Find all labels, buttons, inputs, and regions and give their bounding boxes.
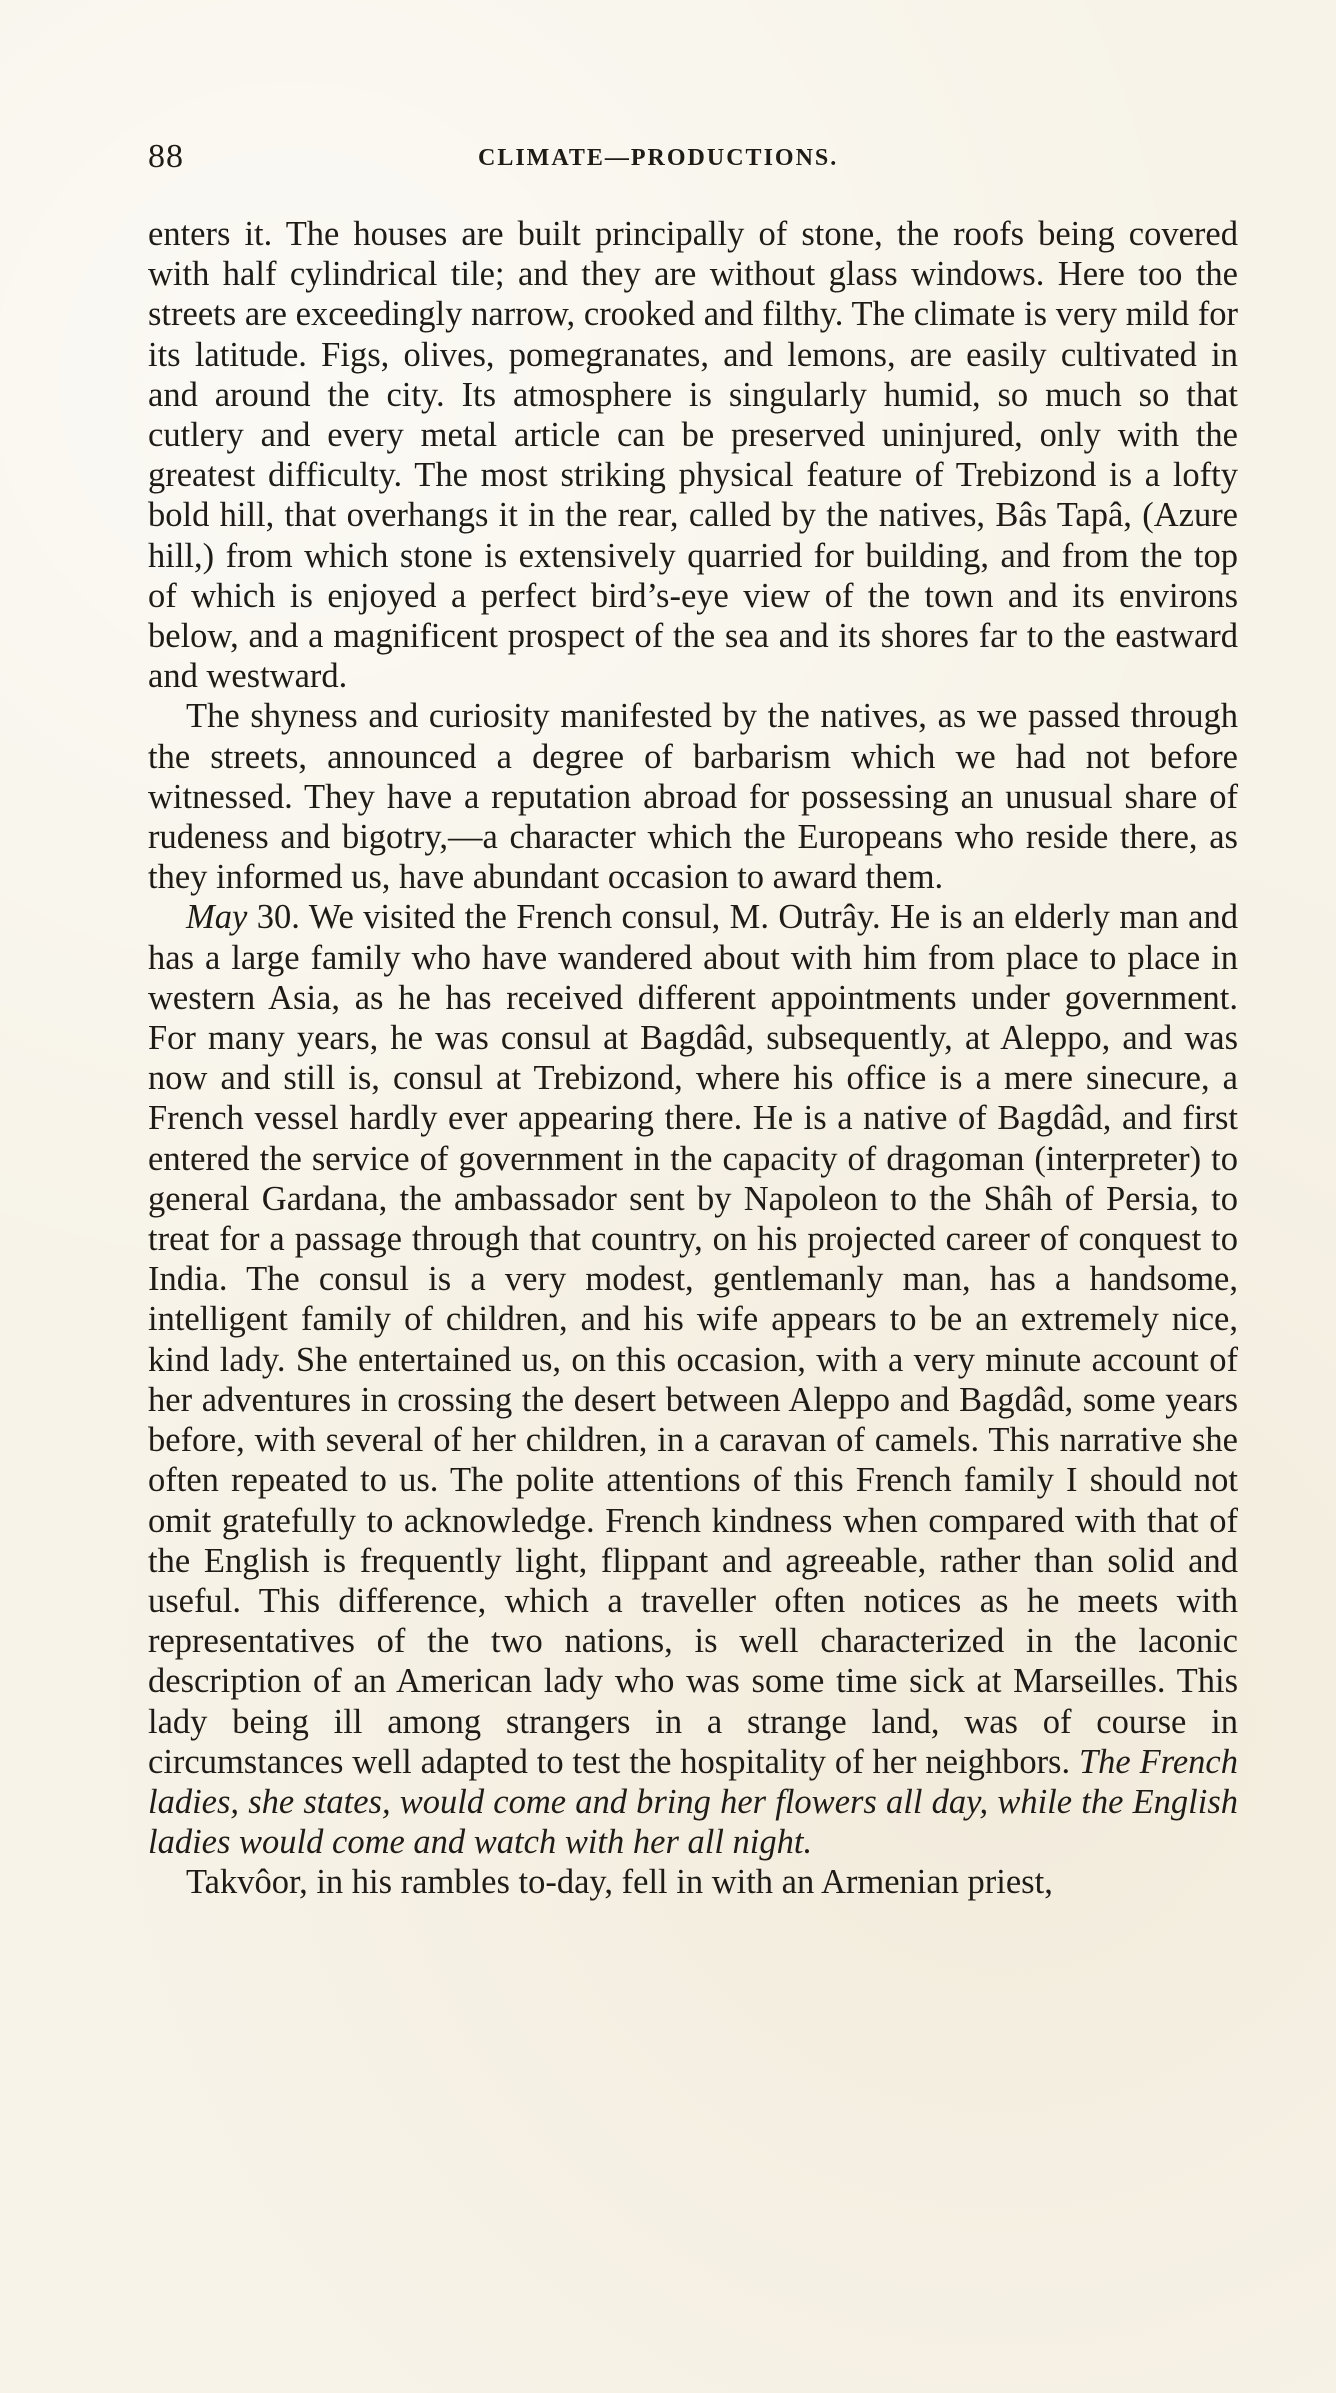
paragraph-1: enters it. The houses are built principally of stone, the roofs being covered with half cylindrical tile; and they are without glass windows. Here too the streets are exceedingly narrow, crooked and filthy. The climate is very mild for its latitude. Figs, olives, pomegranates, and lemons, are easily cultivated in and around the city. Its atmosphere is singularly humid, so much so that cutlery and every metal article can be preserved uninjured, only with the greatest difficulty. The most striking physical feature of Trebizond is a lofty bold hill, that overhangs it in the rear, called by the natives, Bâs Tapâ, (Azure hill,) from which stone is extensively quarried for building, and from the top of which is enjoyed a perfect bird’s-eye view of the town and its environs below, and a magnificent prospect of the sea and its shores far to the eastward and westward. bbox=[148, 215, 1238, 696]
paragraph-3 bbox=[148, 897, 1238, 1862]
paragraph-3-text: We visited the French consul, M. Outrây. He is an elderly man and has a large family who have wandered about with him from place to place in western Asia, as he has received different appointments under government. For many years, he was consul at Bagdâd, subsequently, at Aleppo, and was now and still is, consul at Trebizond, where his office is a mere sinecure, a French vessel hardly ever appearing there. He is a native of Bagdâd, and first entered the service of government in the capacity of dragoman (interpreter) to general Gardana, the ambassador sent by Napoleon to the Shâh of Persia, to treat for a passage through that country, on his projected career of conquest to India. The consul is a very modest, gentlemanly man, has a handsome, intelligent family of children, and his wife appears to be an extremely nice, kind lady. She entertained us, on this occasion, with a very minute account of her adventures in crossing the desert between Aleppo and Bagdâd, some years before, with several of her children, in a caravan of camels. This narrative she often repeated to us. The polite attentions of this French family I should not omit gratefully to acknowledge. French kindness when compared with that of the English is frequently light, flippant and agreeable, rather than solid and useful. This difference, which a traveller often notices as he meets with representatives of the two nations, is well characterized in the laconic description of an American lady who was some time sick at Marseilles. This lady being ill among strangers in a strange land, was of course in circumstances well adapted to test the hospitality of her neighbors. bbox=[148, 898, 1238, 1781]
date-day: 30. bbox=[256, 898, 300, 937]
page-header bbox=[148, 140, 1228, 180]
paragraph-4: Takvôor, in his rambles to-day, fell in with an Armenian priest, bbox=[186, 1863, 1053, 1902]
date-label: May bbox=[186, 898, 248, 937]
page-number: 88 bbox=[148, 138, 184, 175]
paragraph-2: The shyness and curiosity manifested by the natives, as we passed through the streets, announced a degree of barbarism which we had not before witnessed. They have a reputation abroad for possessing an unusual share of rudeness and bigotry,—a character which the Europeans who reside there, as they informed us, have abundant occasion to award them. bbox=[148, 697, 1238, 897]
running-head: CLIMATE—PRODUCTIONS. bbox=[478, 145, 839, 171]
italic-quotation: The French ladies, she states, would come and bring her flowers all day, while the English ladies would come and watch with her all night. bbox=[148, 1742, 1238, 1862]
body-text bbox=[148, 214, 1238, 1903]
